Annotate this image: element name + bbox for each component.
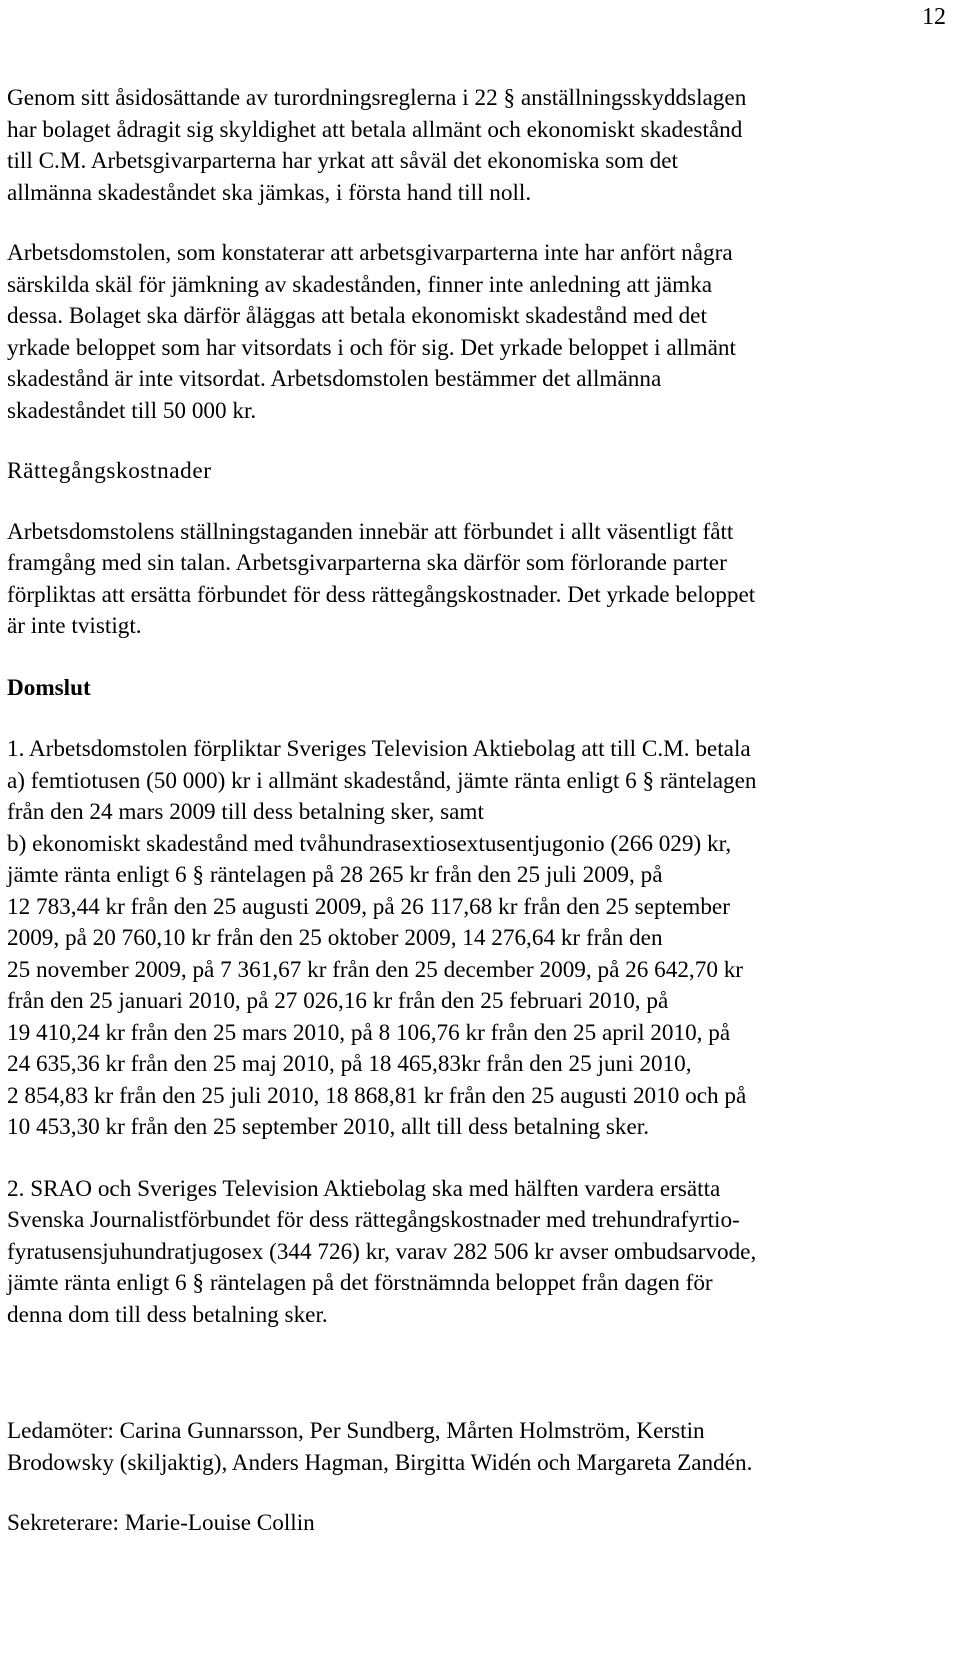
text-line: skadestånd är inte vitsordat. Arbetsdomstolen bestämmer det allmänna — [7, 366, 662, 392]
text-line: dessa. Bolaget ska därför åläggas att betala ekonomiskt skadestånd med det — [7, 303, 707, 329]
paragraph-damages-claim — [7, 83, 952, 209]
paragraph-court-assessment — [7, 238, 952, 427]
text-line: till C.M. Arbetsgivarparterna har yrkat att såväl det ekonomiska som det — [7, 148, 678, 174]
text-line: framgång med sin talan. Arbetsgivarparterna ska därför som förlorande parter — [7, 550, 727, 576]
text-line: har bolaget ådragit sig skyldighet att betala allmänt och ekonomiskt skadestånd — [7, 116, 743, 143]
text-line: allmänna skadeståndet ska jämkas, i första hand till noll. — [7, 179, 532, 206]
text-line: 12 783,44 kr från den 25 augusti 2009, på 26 117,68 kr från den 25 september — [7, 893, 730, 920]
page-number: 12 — [922, 4, 946, 30]
text-line: 19 410,24 kr från den 25 mars 2010, på 8 106,76 kr från den 25 april 2010, på — [7, 1019, 731, 1046]
text-line: denna dom till dess betalning sker. — [7, 1301, 328, 1328]
section-heading-legal-costs: Rättegångskostnader — [7, 458, 212, 484]
text-line: Brodowsky (skiljaktig), Anders Hagman, Birgitta Widén och Margareta Zandén. — [7, 1449, 753, 1476]
section-heading-verdict: Domslut — [7, 674, 91, 701]
text-line: Arbetsdomstolen, som konstaterar att arbetsgivarparterna inte har anfört några — [7, 240, 733, 266]
text-line: fyratusensjuhundratjugosex (344 726) kr, varav 282 506 kr avser ombudsarvode, — [7, 1238, 757, 1265]
text-line: är inte tvistigt. — [7, 613, 142, 639]
paragraph-legal-costs — [7, 517, 952, 643]
document-body — [7, 83, 952, 1540]
text-line: Arbetsdomstolens ställningstaganden innebär att förbundet i allt väsentligt fått — [7, 518, 734, 545]
verdict-item-2 — [7, 1174, 952, 1332]
text-line: jämte ränta enligt 6 § räntelagen på det förstnämnda beloppet från dagen för — [7, 1270, 713, 1296]
text-line: 10 453,30 kr från den 25 september 2010, allt till dess betalning sker. — [7, 1114, 650, 1140]
text-line: från den 24 mars 2009 till dess betalning sker, samt — [7, 799, 484, 825]
text-line: 2. SRAO och Sveriges Television Aktiebolag ska med hälften vardera ersätta — [7, 1175, 721, 1202]
text-line: 24 635,36 kr från den 25 maj 2010, på 18 465,83kr från den 25 juni 2010, — [7, 1051, 692, 1077]
text-line: a) femtiotusen (50 000) kr i allmänt skadestånd, jämte ränta enligt 6 § räntelagen — [7, 767, 757, 794]
text-line: Genom sitt åsidosättande av turordningsreglerna i 22 § anställningsskyddslagen — [7, 85, 747, 111]
text-line: förpliktas att ersätta förbundet för dess rättegångskostnader. Det yrkade beloppet — [7, 581, 756, 608]
court-secretary: Sekreterare: Marie-Louise Collin — [7, 1510, 315, 1536]
text-line: Ledamöter: Carina Gunnarsson, Per Sundberg, Mårten Holmström, Kerstin — [7, 1418, 705, 1444]
text-line: 2009, på 20 760,10 kr från den 25 oktober 2009, 14 276,64 kr från den — [7, 925, 663, 951]
text-line: b) ekonomiskt skadestånd med tvåhundrasextiosextusentjugonio (266 029) kr, — [7, 830, 732, 857]
text-line: särskilda skäl för jämkning av skadestånden, finner inte anledning att jämka — [7, 271, 713, 298]
verdict-item-1 — [7, 734, 952, 1144]
text-line: från den 25 januari 2010, på 27 026,16 kr från den 25 februari 2010, på — [7, 988, 669, 1014]
text-line: yrkade beloppet som har vitsordats i och för sig. Det yrkade beloppet i allmänt — [7, 334, 736, 361]
court-members — [7, 1416, 952, 1479]
text-line: Svenska Journalistförbundet för dess rättegångskostnader med trehundrafyrtio- — [7, 1207, 740, 1233]
text-line: skadeståndet till 50 000 kr. — [7, 397, 257, 424]
text-line: 25 november 2009, på 7 361,67 kr från den 25 december 2009, på 26 642,70 kr — [7, 956, 744, 983]
text-line: 1. Arbetsdomstolen förpliktar Sveriges Television Aktiebolag att till C.M. betala — [7, 736, 751, 762]
text-line: jämte ränta enligt 6 § räntelagen på 28 265 kr från den 25 juli 2009, på — [7, 862, 663, 888]
text-line: 2 854,83 kr från den 25 juli 2010, 18 868,81 kr från den 25 augusti 2010 och på — [7, 1082, 747, 1109]
